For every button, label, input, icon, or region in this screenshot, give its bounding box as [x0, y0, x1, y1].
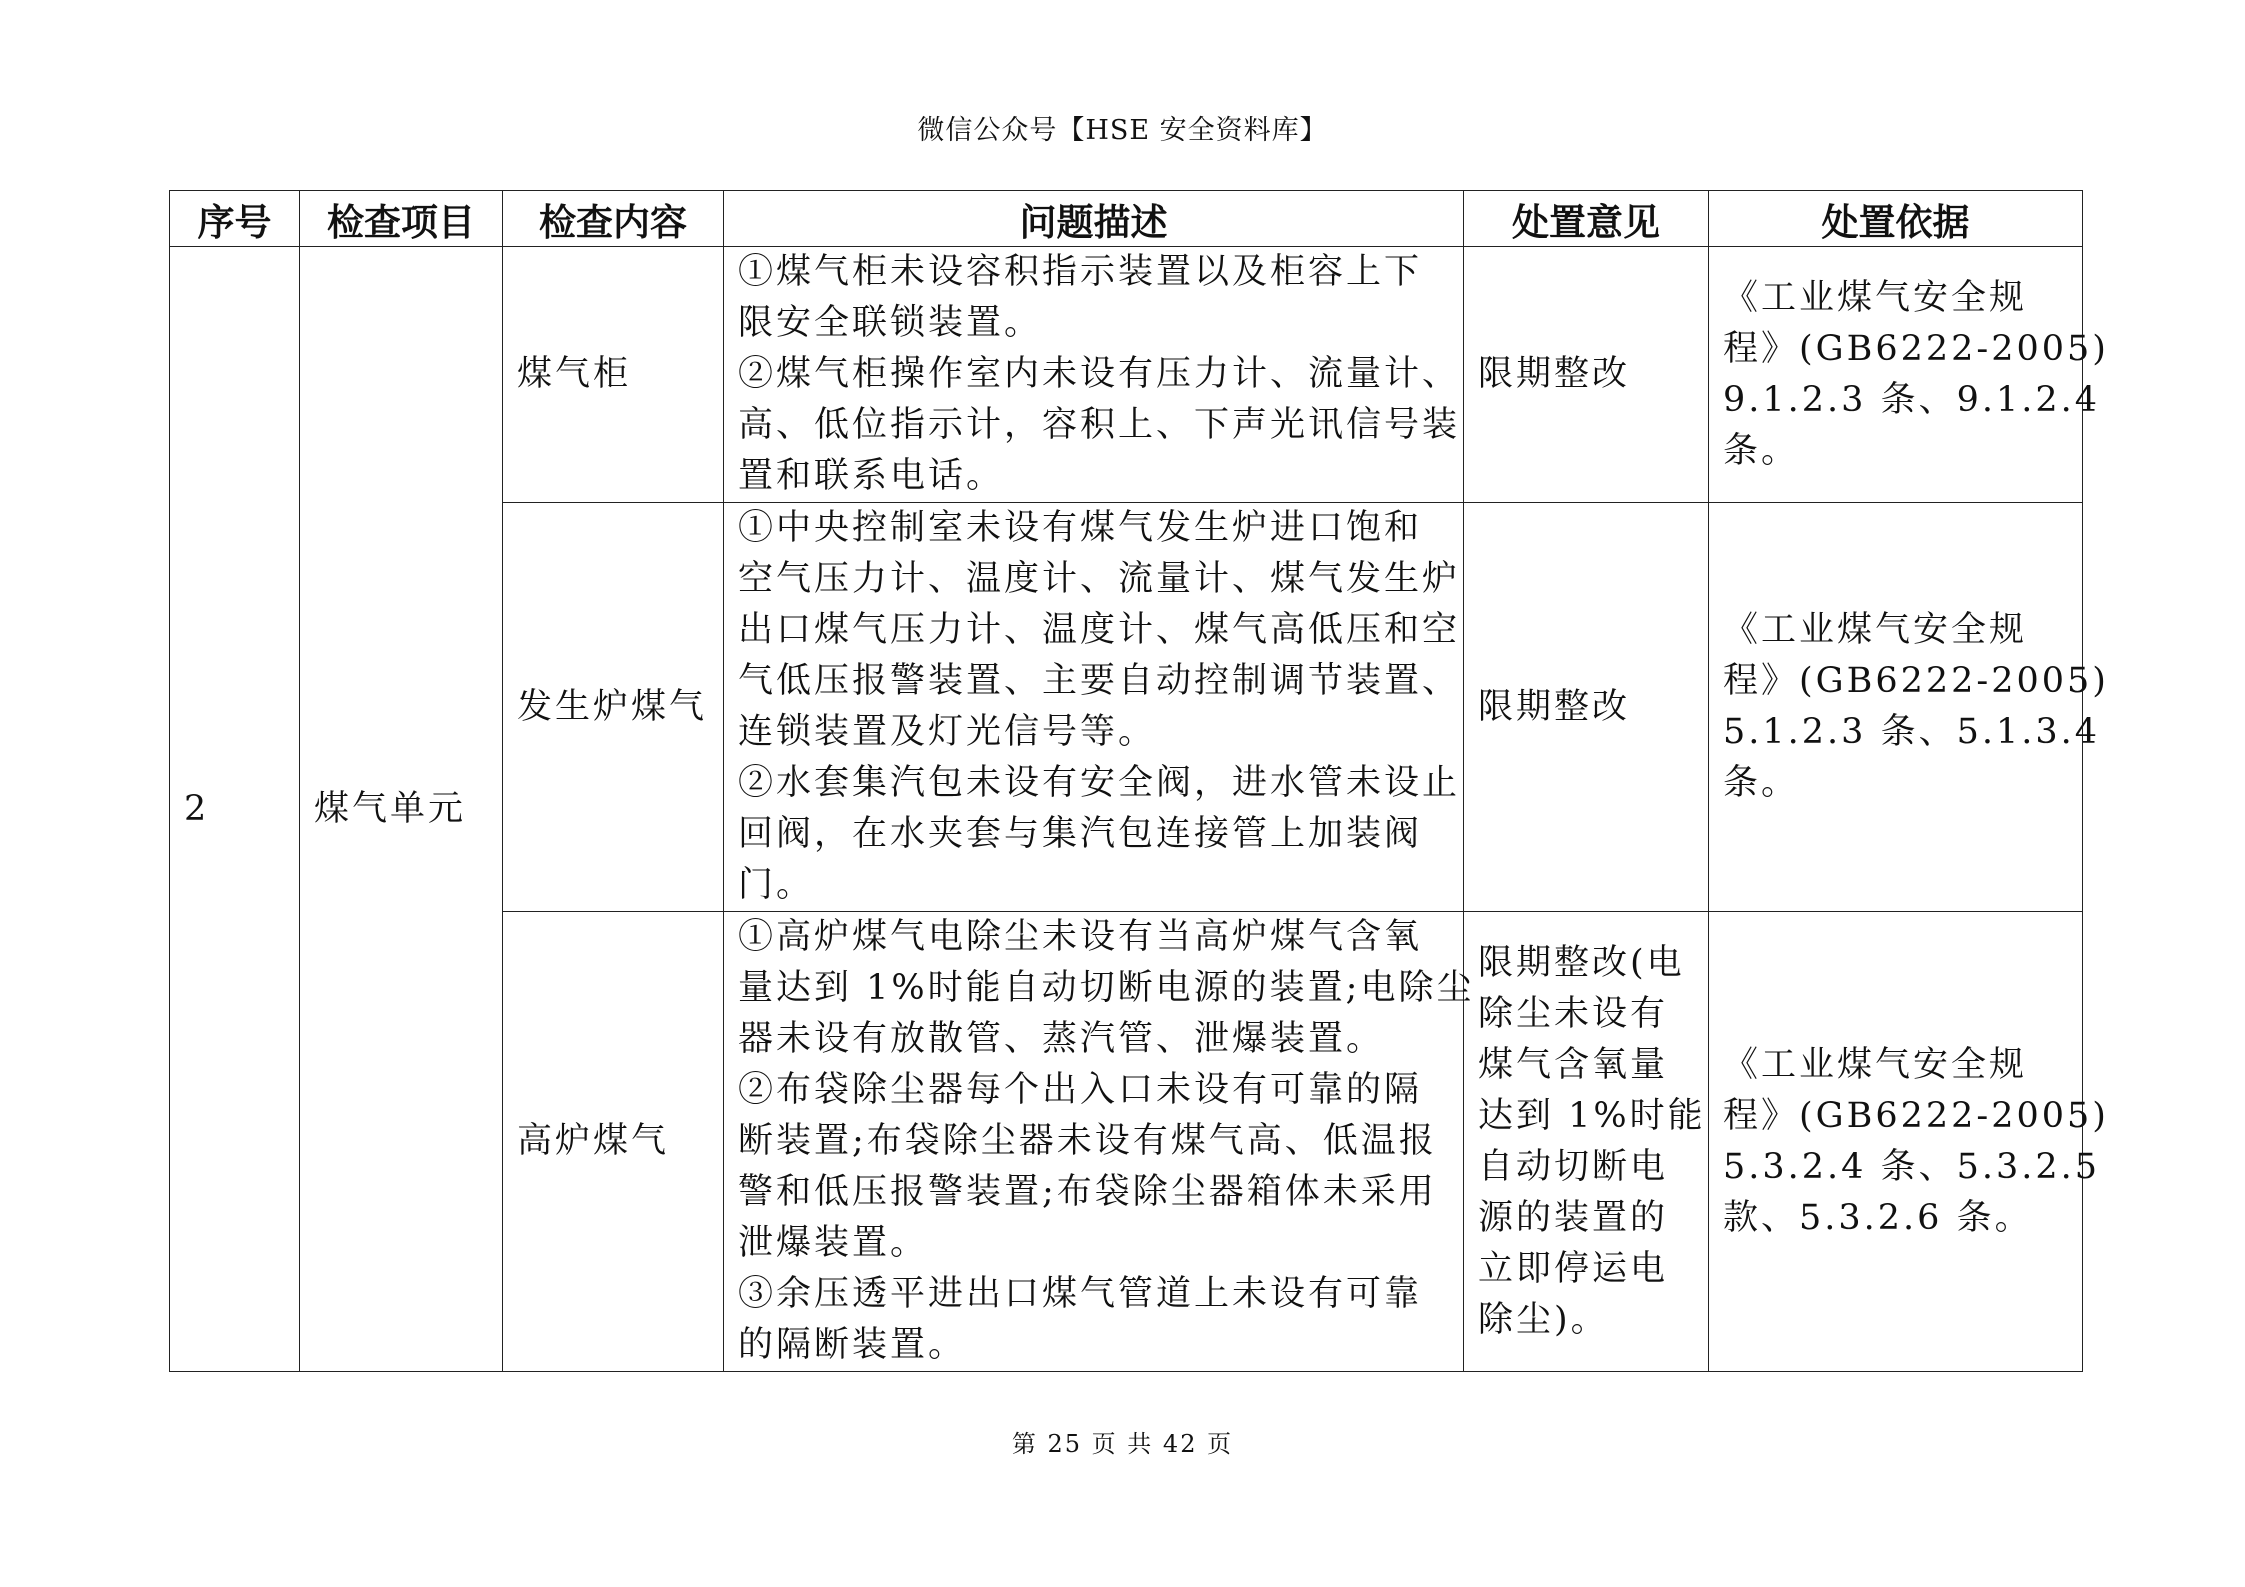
description-line: 置和联系电话。	[738, 456, 1005, 496]
content-cell: 煤气柜	[503, 247, 724, 503]
basis-line: 款、5.3.2.6 条。	[1723, 1197, 2033, 1238]
opinion-line: 限期整改	[1478, 686, 1631, 727]
basis-line: 程》(GB6222-2005)	[1723, 328, 2109, 369]
description-cell	[724, 912, 1475, 1372]
basis-line: 《工业煤气安全规	[1723, 277, 2028, 318]
description-line: 出口煤气压力计、温度计、煤气高低压和空	[738, 610, 1461, 650]
basis-line: 程》(GB6222-2005)	[1723, 1095, 2109, 1136]
basis-line: 程》(GB6222-2005)	[1723, 661, 2109, 701]
content-cell: 发生炉煤气	[503, 503, 724, 912]
basis-line: 5.3.2.4 条、5.3.2.5	[1723, 1146, 2101, 1187]
description-line: 器未设有放散管、蒸汽管、泄爆装置。	[738, 1019, 1385, 1059]
basis-cell	[1709, 912, 2109, 1372]
description-line: 的隔断装置。	[738, 1325, 967, 1365]
table-row	[170, 247, 2083, 503]
opinion-line: 达到 1%时能	[1478, 1095, 1706, 1136]
opinion-line: 煤气含氧量	[1478, 1044, 1669, 1085]
opinion-cell	[1464, 912, 1709, 1372]
opinion-cell	[1464, 503, 1709, 912]
description-line: ③余压透平进出口煤气管道上未设有可靠	[738, 1274, 1423, 1314]
description-line: 回阀，在水夹套与集汽包连接管上加装阀	[738, 814, 1423, 854]
opinion-line: 限期整改(电	[1478, 942, 1685, 983]
description-line: 断装置;布袋除尘器未设有煤气高、低温报	[738, 1121, 1437, 1161]
description-line: ①煤气柜未设容积指示装置以及柜容上下	[738, 252, 1423, 292]
opinion-line: 限期整改	[1478, 354, 1631, 394]
column-header-content: 检查内容	[503, 191, 724, 247]
item-cell: 煤气单元	[300, 247, 503, 1372]
basis-line: 5.1.2.3 条、5.1.3.4	[1723, 712, 2101, 752]
description-line: ①中央控制室未设有煤气发生炉进口饱和	[738, 508, 1423, 548]
page-footer: 第 25 页 共 42 页	[1011, 1430, 1234, 1458]
opinion-line: 除尘)。	[1478, 1299, 1609, 1340]
opinion-line: 除尘未设有	[1478, 993, 1669, 1034]
column-header-basis: 处置依据	[1709, 191, 2083, 247]
inspection-table	[169, 190, 2109, 1372]
column-header-description: 问题描述	[724, 191, 1464, 247]
description-cell	[724, 247, 1464, 503]
description-line: ①高炉煤气电除尘未设有当高炉煤气含氧	[738, 917, 1423, 957]
description-line: 连锁装置及灯光信号等。	[738, 712, 1157, 752]
description-cell	[724, 503, 1464, 912]
opinion-cell	[1464, 247, 1709, 503]
basis-cell	[1709, 503, 2109, 912]
description-line: 空气压力计、温度计、流量计、煤气发生炉	[738, 559, 1461, 599]
description-line: 量达到 1%时能自动切断电源的装置;电除尘	[738, 968, 1475, 1008]
column-header-item: 检查项目	[300, 191, 503, 247]
seq-cell: 2	[170, 247, 300, 1372]
description-line: 门。	[738, 865, 815, 905]
description-line: ②煤气柜操作室内未设有压力计、流量计、	[738, 354, 1461, 394]
description-line: ②水套集汽包未设有安全阀，进水管未设止	[738, 763, 1461, 803]
column-header-seq: 序号	[170, 191, 300, 247]
description-line: 限安全联锁装置。	[738, 303, 1043, 343]
description-line: ②布袋除尘器每个出入口未设有可靠的隔	[738, 1070, 1423, 1110]
basis-line: 《工业煤气安全规	[1723, 610, 2028, 650]
basis-line: 9.1.2.3 条、9.1.2.4	[1723, 379, 2101, 420]
table-header-row	[170, 191, 2083, 247]
basis-line: 《工业煤气安全规	[1723, 1044, 2028, 1085]
description-line: 警和低压报警装置;布袋除尘器箱体未采用	[738, 1172, 1437, 1212]
description-line: 气低压报警装置、主要自动控制调节装置、	[738, 661, 1461, 701]
basis-line: 条。	[1723, 763, 1800, 803]
page-header: 微信公众号【HSE 安全资料库】	[917, 115, 1328, 146]
opinion-line: 源的装置的	[1478, 1197, 1669, 1238]
opinion-line: 立即停运电	[1478, 1248, 1669, 1289]
basis-line: 条。	[1723, 430, 1800, 471]
description-line: 高、低位指示计，容积上、下声光讯信号装	[738, 405, 1461, 445]
description-line: 泄爆装置。	[738, 1223, 929, 1263]
column-header-opinion: 处置意见	[1464, 191, 1709, 247]
content-cell: 高炉煤气	[503, 912, 724, 1372]
basis-cell	[1709, 247, 2109, 503]
opinion-line: 自动切断电	[1478, 1146, 1669, 1187]
